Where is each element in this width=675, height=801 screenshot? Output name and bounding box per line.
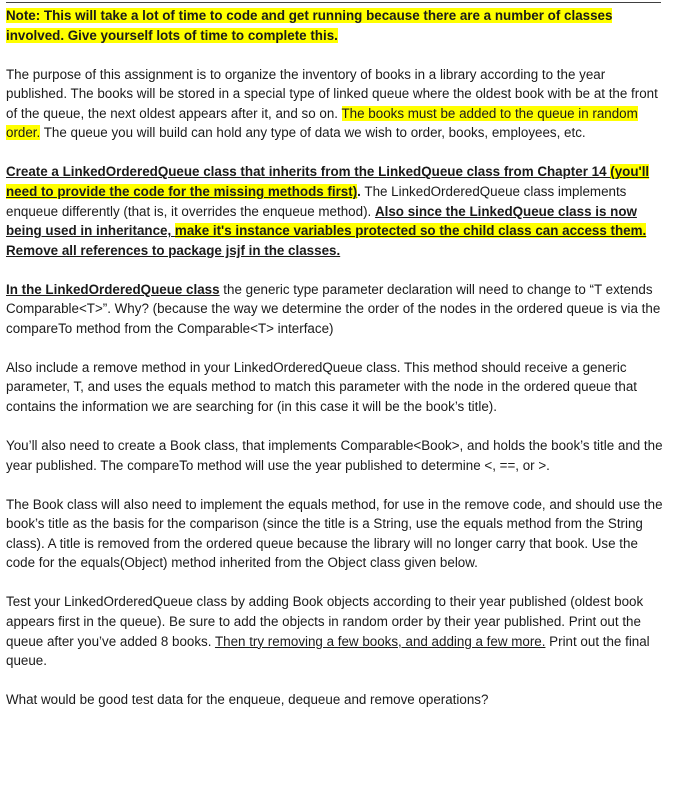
purpose-text: The purpose of this assignment is to organize the inventory of books in a library according to the year published. The books will be stored in a special type of linked queue where the oldest book with be at the front of the queue, the next oldest appears after it, and so on. [6,66,658,121]
test-paragraph [6,592,665,670]
generic-text: the generic type parameter declaration will need to change to “T extends Comparable<T>”. Why? (because the way we determine the order of the nodes in the ordered queue is via the compareTo method from the Comparable<T> interface) [6,281,661,336]
top-divider [6,2,661,3]
generic-lead: In the LinkedOrderedQueue class [6,281,220,297]
test-underline: Then try removing a few books, and adding a few more. [214,633,546,649]
question-text: What would be good test data for the enqueue, dequeue and remove operations? [6,692,489,708]
test-tail: Print out the final queue. [6,633,650,669]
book-paragraph [6,436,665,475]
generic-paragraph [6,280,665,339]
test-text: Test your LinkedOrderedQueue class by adding Book objects according to their year published (oldest book appears first in the queue). Be sure to add the objects in random order by their year published. Print out the queue after you’ve added 8 books. [6,594,644,649]
create-class-paragraph [6,162,665,260]
create-class-lead-end: . [357,183,361,199]
purpose-tail: The queue you will build can hold any type of data we wish to order, books, employees, etc. [40,125,586,141]
create-class-text: The LinkedOrderedQueue class implements enqueue differently (that is, it overrides the enqueue method). [6,183,627,219]
remove-paragraph [6,358,665,417]
remove-text: Also include a remove method in your LinkedOrderedQueue class. This method should receive a generic parameter, T, and uses the equals method to match this parameter with the node in the ordered queue that contains the information we are searching for (in this case it will be the book’s title). [6,359,637,415]
note-paragraph [6,6,665,45]
create-class-bold-highlight: make it's instance variables protected so the child class can access them. [174,223,647,239]
create-class-bold2: Remove all references to package jsjf in the classes. [6,242,341,258]
create-class-lead-highlight: (you'll need to provide the code for the missing methods first) [6,164,650,199]
equals-text: The Book class will also need to implement the equals method, for use in the remove code, and should use the book’s title as the basis for the comparison (since the title is a String, use the equals method from the String class). A title is removed from the ordered queue because the library will no longer carry that book. Use the code for the equals(Object) method inherited from the Object class given below. [6,496,663,571]
question-paragraph [6,690,665,710]
equals-paragraph [6,495,665,573]
create-class-bold1: Also since the LinkedQueue class is now being used in inheritance, [6,203,637,239]
create-class-lead: Create a LinkedOrderedQueue class that inherits from the LinkedQueue class from Chapter 14 [6,164,611,180]
note-text: Note: This will take a lot of time to code and get running because there are a number of classes involved. Give yourself lots of time to complete this. [6,8,613,43]
purpose-paragraph [6,65,665,143]
purpose-highlight: The books must be added to the queue in random order. [6,105,638,141]
book-text: You’ll also need to create a Book class, that implements Comparable<Book>, and holds the book’s title and the year published. The compareTo method will use the year published to determine <, ==, or >. [6,438,663,473]
